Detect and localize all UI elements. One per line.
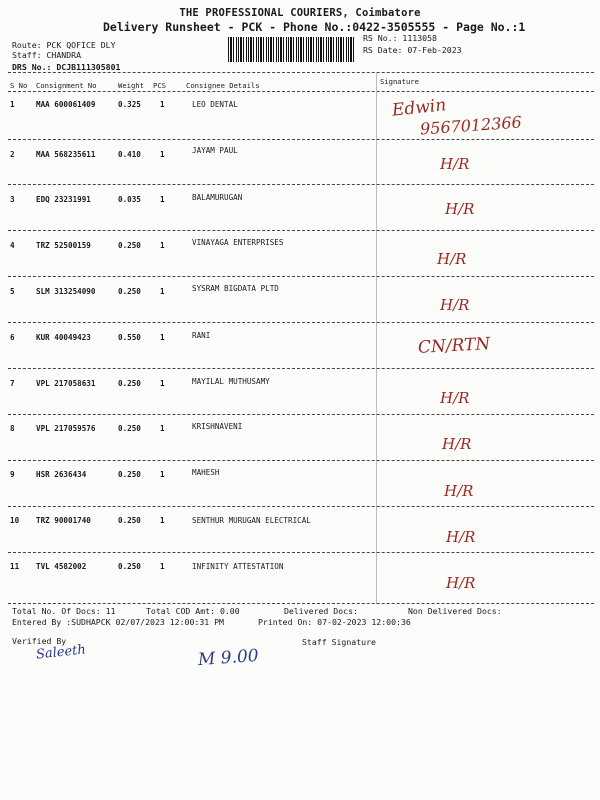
verified-by-label: Verified By bbox=[12, 636, 67, 646]
row-signature: H/R bbox=[445, 200, 475, 218]
verifier-signature: Saleeth bbox=[35, 642, 87, 663]
row-sno: 11 bbox=[10, 562, 20, 571]
col-sno: S No bbox=[10, 81, 28, 90]
row-divider bbox=[8, 184, 594, 185]
company-title: THE PROFESSIONAL COURIERS, Coimbatore bbox=[179, 7, 421, 19]
row-divider bbox=[8, 552, 594, 553]
row-signature-phone: 9567012366 bbox=[419, 112, 523, 139]
row-consignment: TRZ 52500159 bbox=[36, 241, 91, 250]
row-pcs: 1 bbox=[160, 562, 165, 571]
row-consignment: VPL 217058631 bbox=[36, 379, 96, 388]
row-signature: Edwin bbox=[391, 95, 448, 121]
runsheet-subtitle: Delivery Runsheet - PCK - Phone No.:0422-3505555 - Page No.:1 bbox=[103, 20, 526, 34]
row-pcs: 1 bbox=[160, 195, 165, 204]
route: Route: PCK QOFICE DLY bbox=[12, 40, 116, 50]
entered-by: Entered By :SUDHAPCK 02/07/2023 12:00:31 PM bbox=[12, 617, 224, 627]
row-consignee: MAYILAL MUTHUSAMY bbox=[192, 377, 270, 386]
rs-date: RS Date: 07-Feb-2023 bbox=[363, 45, 462, 55]
row-sno: 1 bbox=[10, 100, 15, 109]
row-sno: 2 bbox=[10, 150, 15, 159]
row-weight: 0.250 bbox=[118, 424, 141, 433]
row-consignee: SYSRAM BIGDATA PLTD bbox=[192, 284, 279, 293]
header-bottom-rule bbox=[8, 91, 594, 92]
table-bottom-rule bbox=[8, 603, 594, 604]
row-consignment: VPL 217059576 bbox=[36, 424, 96, 433]
non-delivered-docs: Non Delivered Docs: bbox=[408, 606, 502, 616]
col-consignment: Consignment No bbox=[36, 81, 97, 90]
row-divider bbox=[8, 368, 594, 369]
row-sno: 9 bbox=[10, 470, 15, 479]
row-signature: CN/RTN bbox=[417, 334, 491, 358]
barcode bbox=[228, 37, 356, 62]
row-divider bbox=[8, 139, 594, 140]
row-signature: H/R bbox=[446, 528, 476, 546]
delivered-docs: Delivered Docs: bbox=[284, 606, 358, 616]
row-consignment: MAA 600061409 bbox=[36, 100, 96, 109]
row-consignment: TRZ 90001740 bbox=[36, 516, 91, 525]
row-divider bbox=[8, 276, 594, 277]
row-divider bbox=[8, 460, 594, 461]
row-signature: H/R bbox=[446, 574, 476, 592]
row-weight: 0.250 bbox=[118, 470, 141, 479]
row-consignee: JAYAM PAUL bbox=[192, 146, 238, 155]
col-consignee: Consignee Details bbox=[186, 81, 260, 90]
row-weight: 0.250 bbox=[118, 241, 141, 250]
row-consignee: INFINITY ATTESTATION bbox=[192, 562, 284, 571]
row-pcs: 1 bbox=[160, 333, 165, 342]
row-consignee: BALAMURUGAN bbox=[192, 193, 243, 202]
row-sno: 6 bbox=[10, 333, 15, 342]
row-divider bbox=[8, 230, 594, 231]
row-weight: 0.250 bbox=[118, 379, 141, 388]
header-top-rule bbox=[8, 72, 594, 73]
row-pcs: 1 bbox=[160, 470, 165, 479]
total-docs: Total No. Of Docs: 11 bbox=[12, 606, 116, 616]
col-signature: Signature bbox=[380, 77, 419, 86]
row-divider bbox=[8, 414, 594, 415]
row-pcs: 1 bbox=[160, 424, 165, 433]
total-cod: Total COD Amt: 0.00 bbox=[146, 606, 240, 616]
row-signature: H/R bbox=[440, 389, 470, 407]
row-consignment: TVL 4582002 bbox=[36, 562, 87, 571]
signature-column-divider bbox=[376, 72, 377, 604]
staff-signature: M 9.00 bbox=[197, 645, 260, 671]
row-divider bbox=[8, 506, 594, 507]
row-signature: H/R bbox=[440, 155, 470, 173]
row-consignment: EDQ 23231991 bbox=[36, 195, 91, 204]
row-weight: 0.410 bbox=[118, 150, 141, 159]
row-consignment: SLM 313254090 bbox=[36, 287, 96, 296]
row-weight: 0.250 bbox=[118, 516, 141, 525]
row-consignee: SENTHUR MURUGAN ELECTRICAL bbox=[192, 516, 311, 525]
row-consignee: RANI bbox=[192, 331, 211, 340]
row-consignee: LEO DENTAL bbox=[192, 100, 238, 109]
staff-signature-label: Staff Signature bbox=[302, 637, 376, 647]
row-signature: H/R bbox=[437, 250, 467, 268]
row-sno: 7 bbox=[10, 379, 15, 388]
row-pcs: 1 bbox=[160, 516, 165, 525]
row-signature: H/R bbox=[444, 482, 474, 500]
row-signature: H/R bbox=[442, 435, 472, 453]
row-weight: 0.250 bbox=[118, 287, 141, 296]
row-sno: 4 bbox=[10, 241, 15, 250]
row-consignee: MAHESH bbox=[192, 468, 220, 477]
row-divider bbox=[8, 322, 594, 323]
row-weight: 0.325 bbox=[118, 100, 141, 109]
row-pcs: 1 bbox=[160, 150, 165, 159]
row-pcs: 1 bbox=[160, 287, 165, 296]
row-consignee: KRISHNAVENI bbox=[192, 422, 243, 431]
col-weight: Weight bbox=[118, 81, 144, 90]
row-sno: 10 bbox=[10, 516, 20, 525]
row-sno: 5 bbox=[10, 287, 15, 296]
row-pcs: 1 bbox=[160, 100, 165, 109]
row-pcs: 1 bbox=[160, 379, 165, 388]
row-consignment: KUR 40049423 bbox=[36, 333, 91, 342]
staff: Staff: CHANDRA bbox=[12, 50, 82, 60]
printed-on: Printed On: 07-02-2023 12:00:36 bbox=[258, 617, 411, 627]
row-consignment: HSR 2636434 bbox=[36, 470, 87, 479]
row-sno: 8 bbox=[10, 424, 15, 433]
drs-number: DRS No.: DCJB111305801 bbox=[12, 62, 121, 72]
row-weight: 0.550 bbox=[118, 333, 141, 342]
row-weight: 0.250 bbox=[118, 562, 141, 571]
row-pcs: 1 bbox=[160, 241, 165, 250]
row-consignment: MAA 568235611 bbox=[36, 150, 96, 159]
row-consignee: VINAYAGA ENTERPRISES bbox=[192, 238, 284, 247]
col-pcs: PCS bbox=[153, 81, 166, 90]
row-weight: 0.035 bbox=[118, 195, 141, 204]
rs-number: RS No.: 1113058 bbox=[363, 33, 437, 43]
row-sno: 3 bbox=[10, 195, 15, 204]
row-signature: H/R bbox=[440, 296, 470, 314]
